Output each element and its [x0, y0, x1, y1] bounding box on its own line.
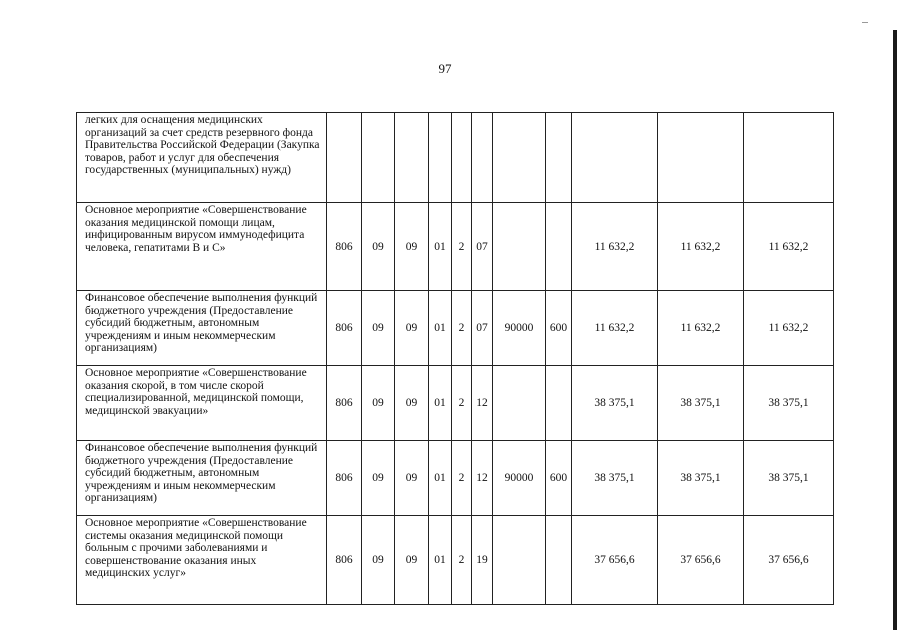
- cell-direction-code: 90000: [493, 441, 546, 516]
- cell-amount-3: 37 656,6: [744, 516, 834, 605]
- cell-ministry-code: 806: [327, 203, 362, 291]
- table-row: [77, 113, 834, 203]
- cell-amount-2: 11 632,2: [658, 291, 744, 366]
- table-row: [77, 516, 834, 605]
- cell-event-code: 12: [472, 441, 493, 516]
- cell-amount-2: 11 632,2: [658, 203, 744, 291]
- cell-expense-type: 600: [546, 291, 572, 366]
- cell-section-code: [362, 113, 395, 203]
- cell-ministry-code: 806: [327, 516, 362, 605]
- cell-subsection-code: 09: [395, 203, 429, 291]
- cell-ministry-code: 806: [327, 291, 362, 366]
- cell-subsection-code: 09: [395, 516, 429, 605]
- cell-amount-2: 38 375,1: [658, 441, 744, 516]
- table-row: [77, 441, 834, 516]
- cell-event-code: 07: [472, 291, 493, 366]
- cell-subprogram-code: [452, 113, 472, 203]
- cell-subsection-code: [395, 113, 429, 203]
- cell-section-code: 09: [362, 516, 395, 605]
- cell-program-code: [429, 113, 452, 203]
- cell-subsection-code: 09: [395, 366, 429, 441]
- row-name: Основное мероприятие «Совершенствование оказания медицинской помощи лицам, инфицированным вирусом иммунодефицита человека, гепатитами В и С»: [77, 203, 327, 291]
- cell-expense-type: 600: [546, 441, 572, 516]
- cell-amount-2: 37 656,6: [658, 516, 744, 605]
- cell-event-code: 12: [472, 366, 493, 441]
- cell-amount-1: 38 375,1: [572, 441, 658, 516]
- page-number: 97: [438, 61, 452, 76]
- cell-section-code: 09: [362, 291, 395, 366]
- table-row: [77, 291, 834, 366]
- scan-edge-mark: [862, 22, 868, 23]
- cell-program-code: 01: [429, 441, 452, 516]
- cell-event-code: [472, 113, 493, 203]
- cell-expense-type: [546, 516, 572, 605]
- cell-section-code: 09: [362, 203, 395, 291]
- cell-amount-3: 11 632,2: [744, 203, 834, 291]
- row-name: Финансовое обеспечение выполнения функций бюджетного учреждения (Предоставление субсидий бюджетным, автономным учреждениям и иным некоммерческим организациям): [77, 291, 327, 366]
- cell-subprogram-code: 2: [452, 366, 472, 441]
- cell-program-code: 01: [429, 291, 452, 366]
- row-name: Основное мероприятие «Совершенствование оказания скорой, в том числе скорой специализированной, медицинской помощи, медицинской эвакуации»: [77, 366, 327, 441]
- cell-amount-3: [744, 113, 834, 203]
- cell-program-code: 01: [429, 516, 452, 605]
- cell-ministry-code: [327, 113, 362, 203]
- cell-event-code: 19: [472, 516, 493, 605]
- cell-event-code: 07: [472, 203, 493, 291]
- cell-amount-1: [572, 113, 658, 203]
- cell-ministry-code: 806: [327, 441, 362, 516]
- row-name: легких для оснащения медицинских организаций за счет средств резервного фонда Правительства Российской Федерации (Закупка товаров, работ и услуг для обеспечения государственных (муниципальных) нужд): [77, 113, 327, 203]
- scan-edge-shadow: [893, 30, 897, 630]
- table-row: [77, 366, 834, 441]
- cell-subprogram-code: 2: [452, 516, 472, 605]
- cell-section-code: 09: [362, 366, 395, 441]
- cell-direction-code: [493, 203, 546, 291]
- cell-subprogram-code: 2: [452, 441, 472, 516]
- cell-amount-2: [658, 113, 744, 203]
- budget-allocation-table: [76, 112, 834, 605]
- cell-program-code: 01: [429, 203, 452, 291]
- cell-amount-1: 38 375,1: [572, 366, 658, 441]
- cell-expense-type: [546, 113, 572, 203]
- cell-expense-type: [546, 366, 572, 441]
- cell-ministry-code: 806: [327, 366, 362, 441]
- cell-amount-2: 38 375,1: [658, 366, 744, 441]
- row-name: Основное мероприятие «Совершенствование системы оказания медицинской помощи больным с прочими заболеваниями и совершенствование оказания иных медицинских услуг»: [77, 516, 327, 605]
- cell-subsection-code: 09: [395, 441, 429, 516]
- cell-expense-type: [546, 203, 572, 291]
- cell-amount-3: 38 375,1: [744, 441, 834, 516]
- row-name: Финансовое обеспечение выполнения функций бюджетного учреждения (Предоставление субсидий бюджетным, автономным учреждениям и иным некоммерческим организациям): [77, 441, 327, 516]
- cell-amount-3: 11 632,2: [744, 291, 834, 366]
- cell-amount-1: 11 632,2: [572, 203, 658, 291]
- cell-section-code: 09: [362, 441, 395, 516]
- cell-subprogram-code: 2: [452, 203, 472, 291]
- cell-subsection-code: 09: [395, 291, 429, 366]
- cell-direction-code: 90000: [493, 291, 546, 366]
- cell-direction-code: [493, 516, 546, 605]
- cell-direction-code: [493, 366, 546, 441]
- cell-amount-3: 38 375,1: [744, 366, 834, 441]
- cell-subprogram-code: 2: [452, 291, 472, 366]
- cell-amount-1: 37 656,6: [572, 516, 658, 605]
- cell-program-code: 01: [429, 366, 452, 441]
- table-row: [77, 203, 834, 291]
- cell-direction-code: [493, 113, 546, 203]
- cell-amount-1: 11 632,2: [572, 291, 658, 366]
